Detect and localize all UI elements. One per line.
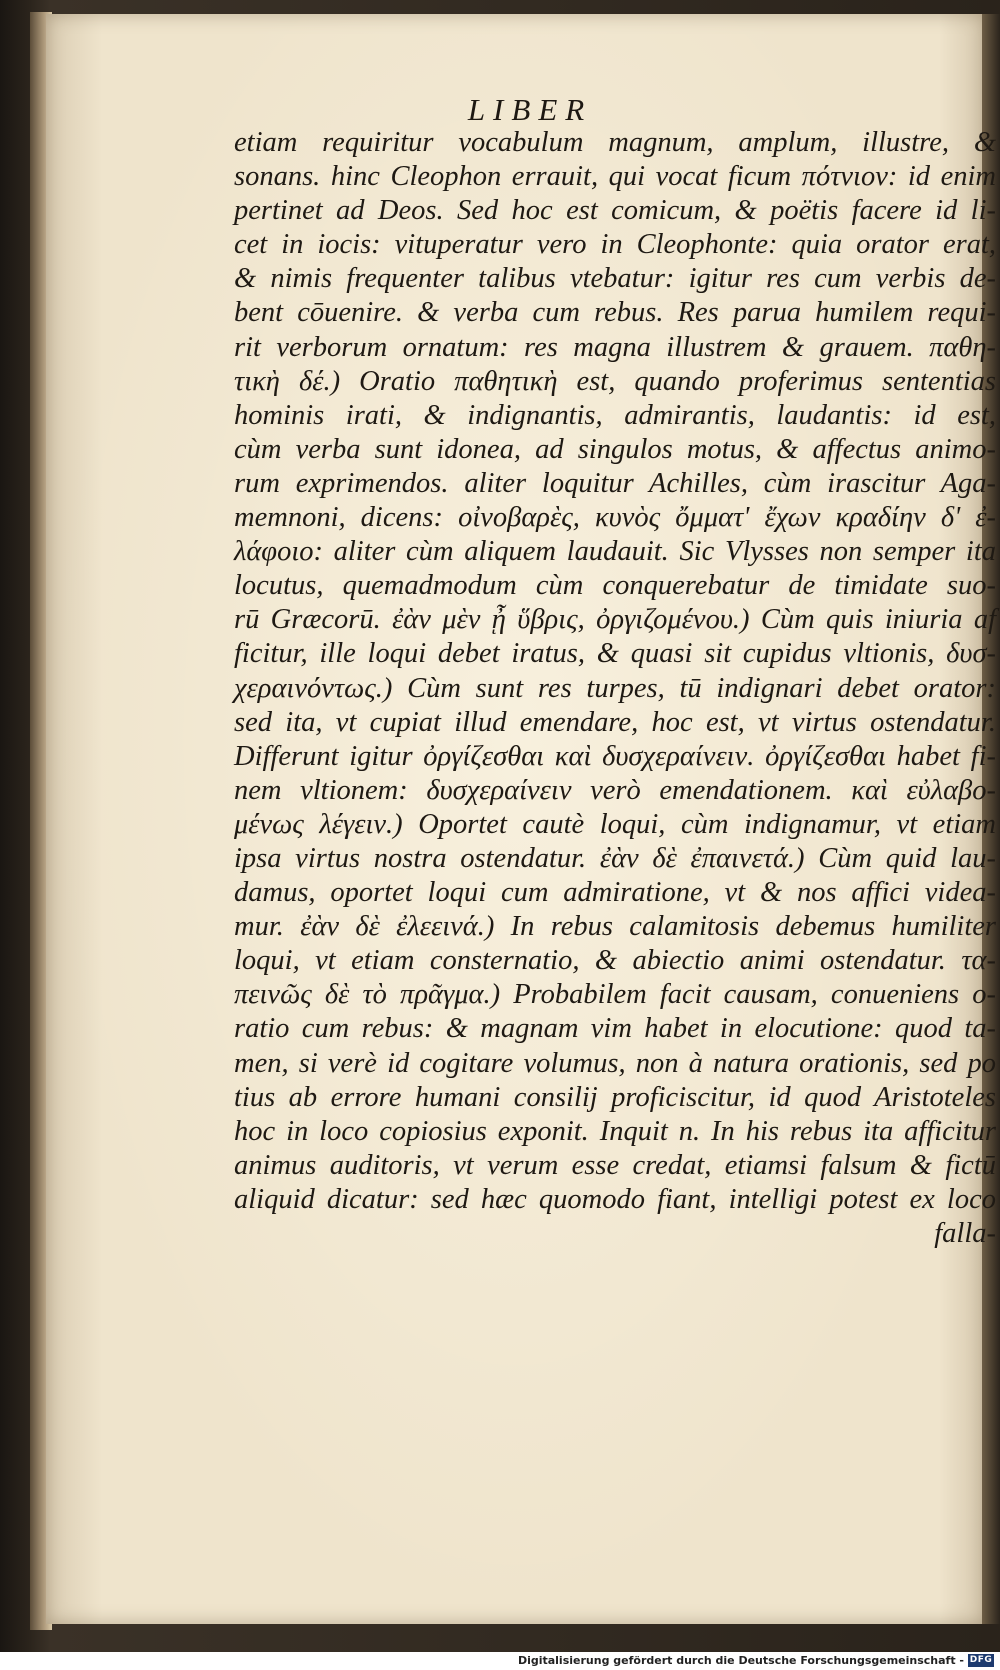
text-line: men, si verè id cogitare volumus, non à natura orationis, sed po bbox=[234, 1047, 996, 1079]
text-line: sonans. hinc Cleophon errauit, qui vocat ficum πότνιον: id enim bbox=[234, 161, 996, 193]
text-line: μένως λέγειν.) Oportet cautè loqui, cùm indignamur, vt etiam bbox=[234, 808, 996, 840]
text-line: τικὴ δέ.) Oratio παθητικὴ est, quando proferimus sententias bbox=[234, 365, 996, 397]
text-line: Differunt igitur ὀργίζεσθαι καὶ δυσχεραίνειν. ὀργίζεσθαι habet fi- bbox=[234, 740, 996, 772]
text-line: bent cōuenire. & verba cum rebus. Res parua humilem requi- bbox=[234, 297, 996, 329]
text-line: sed ita, vt cupiat illud emendare, hoc est, vt virtus ostendatur. bbox=[234, 706, 996, 738]
text-line: hominis irati, & indignantis, admirantis, laudantis: id est, bbox=[234, 399, 996, 431]
text-line: pertinet ad Deos. Sed hoc est comicum, & poëtis facere id li- bbox=[234, 195, 996, 227]
text-line: memnoni, dicens: οἰνοβαρὲς, κυνὸς ὄμματ' ἔχων κραδίην δ' ἐ- bbox=[234, 502, 996, 534]
text-line: mur. ἐὰν δὲ ἐλεεινά.) In rebus calamitosis debemus humiliter bbox=[234, 911, 996, 943]
text-line: nem vltionem: δυσχεραίνειν verò emendationem. καὶ εὐλαβο- bbox=[234, 774, 996, 806]
funding-notice: Digitalisierung gefördert durch die Deutsche Forschungsgemeinschaft - bbox=[517, 1654, 964, 1667]
text-line: cùm verba sunt idonea, ad singulos motus, & affectus animo- bbox=[234, 433, 996, 465]
text-line: rū Græcorū. ἐὰν μὲν ᾖ ὕβρις, ὀργιζομένου.) Cùm quis iniuria af bbox=[234, 604, 996, 636]
text-line: hoc in loco copiosius exponit. Inquit n. In his rebus ita afficitur bbox=[234, 1115, 996, 1147]
text-line: aliquid dicatur: sed hæc quomodo fiant, intelligi potest ex loco bbox=[234, 1183, 996, 1215]
text-line: animus auditoris, vt verum esse credat, etiamsi falsum & fictū bbox=[234, 1149, 996, 1181]
text-line: λάφοιο: aliter cùm aliquem laudauit. Sic Vlysses non semper ita bbox=[234, 536, 996, 568]
text-line: etiam requiritur vocabulum magnum, amplum, illustre, & bbox=[234, 127, 996, 158]
text-line: cet in iocis: vituperatur vero in Cleophonte: quia orator erat, bbox=[234, 229, 996, 261]
text-line: & nimis frequenter talibus vtebatur: igitur res cum verbis de- bbox=[234, 263, 996, 295]
text-line: ficitur, ille loqui debet iratus, & quasi sit cupidus vltionis, δυσ- bbox=[234, 638, 996, 670]
text-line: rit verborum ornatum: res magna illustrem & grauem. παθη- bbox=[234, 331, 996, 363]
text-line: tius ab errore humani consilij proficiscitur, id quod Aristoteles bbox=[234, 1081, 996, 1113]
text-line: ratio cum rebus: & magnam vim habet in elocutione: quod ta- bbox=[234, 1013, 996, 1045]
dfg-logo: DFG bbox=[969, 1655, 993, 1665]
text-line: ipsa virtus nostra ostendatur. ἐὰν δὲ ἐπαινετά.) Cùm quid lau- bbox=[234, 842, 996, 874]
text-line: πεινῶς δὲ τὸ πρᾶγμα.) Probabilem facit causam, conueniens o- bbox=[234, 979, 996, 1011]
text-line: locutus, quemadmodum cùm conquerebatur de timidate suo- bbox=[234, 570, 996, 602]
text-line: rum exprimendos. aliter loquitur Achilles, cùm irascitur Aga- bbox=[234, 467, 996, 499]
text-line: loqui, vt etiam consternatio, & abiectio animi ostendatur. τα- bbox=[234, 945, 996, 977]
text-line: damus, oportet loqui cum admiratione, vt & nos affici videa- bbox=[234, 877, 996, 909]
running-head: LIBER bbox=[467, 92, 593, 127]
catchword: falla- bbox=[934, 1218, 996, 1249]
text-line: χεραινόντως.) Cùm sunt res turpes, tū indignari debet orator: bbox=[234, 672, 996, 704]
text-block bbox=[234, 126, 996, 1251]
